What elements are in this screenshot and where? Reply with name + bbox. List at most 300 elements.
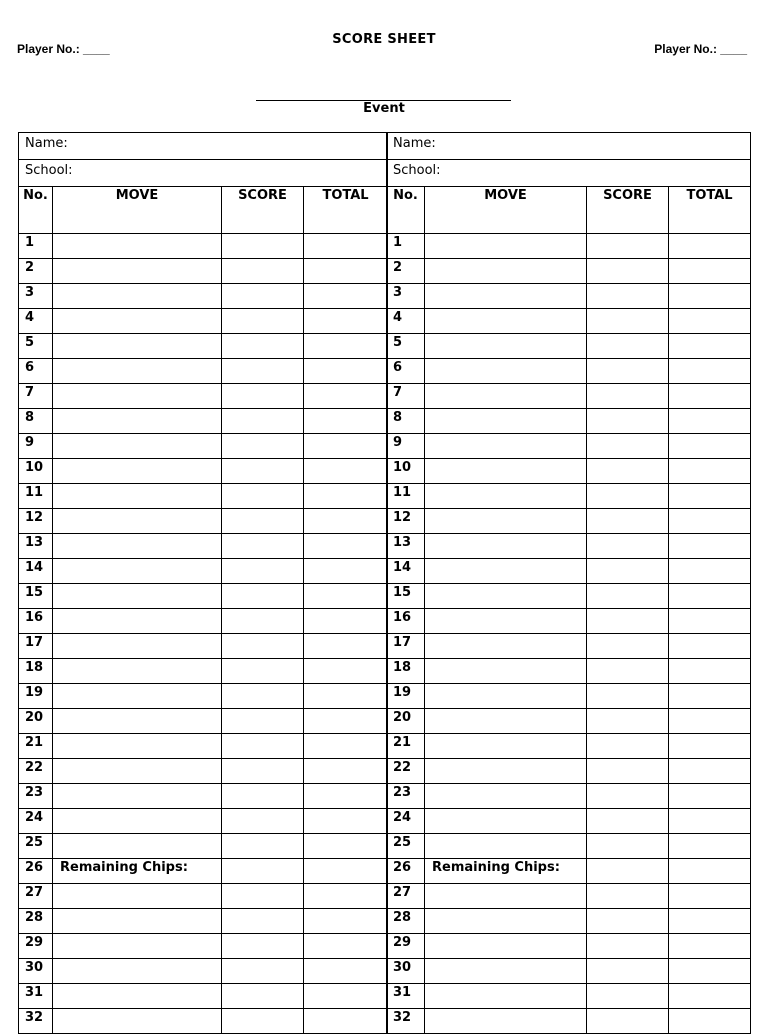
total-cell[interactable] [669,484,751,509]
table-row [19,959,388,984]
total-cell[interactable] [304,784,388,809]
row-number: 5 [387,334,425,359]
move-cell[interactable] [425,284,587,309]
move-cell[interactable] [425,309,587,334]
total-cell[interactable] [304,984,388,1009]
score-cell[interactable] [587,834,669,859]
move-cell[interactable] [425,534,587,559]
table-row [387,609,751,634]
total-cell[interactable] [669,384,751,409]
row-number: 16 [387,609,425,634]
row-number: 18 [387,659,425,684]
total-cell[interactable] [669,984,751,1009]
total-cell[interactable] [669,684,751,709]
score-cell[interactable] [587,459,669,484]
move-cell[interactable] [53,359,222,384]
total-cell[interactable] [304,634,388,659]
total-cell[interactable] [669,784,751,809]
total-cell[interactable] [304,359,388,384]
move-cell[interactable] [425,259,587,284]
row-number: 20 [19,709,53,734]
row-number: 30 [387,959,425,984]
row-number: 29 [387,934,425,959]
move-cell[interactable] [425,709,587,734]
total-cell[interactable] [669,434,751,459]
total-cell[interactable] [304,234,388,259]
table-row [19,259,388,284]
total-cell[interactable] [669,1009,751,1034]
score-cell[interactable] [222,584,304,609]
move-cell[interactable] [425,909,587,934]
score-cell[interactable] [587,559,669,584]
total-cell[interactable] [304,959,388,984]
move-cell[interactable] [425,809,587,834]
row-number: 29 [19,934,53,959]
total-cell[interactable] [304,459,388,484]
table-row [19,659,388,684]
score-cell[interactable] [587,759,669,784]
name-field-right[interactable]: Name: [387,133,751,160]
score-cell[interactable] [222,434,304,459]
score-table-left [18,132,388,1034]
column-header-move: MOVE [425,187,587,234]
total-cell[interactable] [304,534,388,559]
total-cell[interactable] [304,759,388,784]
total-cell[interactable] [304,734,388,759]
event-label: Event [363,101,405,116]
score-cell[interactable] [222,984,304,1009]
table-row [19,634,388,659]
move-cell[interactable] [425,959,587,984]
total-cell[interactable] [304,834,388,859]
column-header-no: No. [387,187,425,234]
table-row [19,984,388,1009]
table-row [387,459,751,484]
move-cell[interactable] [53,334,222,359]
table-row [387,534,751,559]
total-cell[interactable] [669,934,751,959]
move-cell[interactable] [53,309,222,334]
move-cell[interactable] [425,984,587,1009]
total-cell[interactable] [669,509,751,534]
row-number: 25 [19,834,53,859]
total-cell[interactable] [669,559,751,584]
total-cell[interactable] [304,334,388,359]
score-cell[interactable] [222,909,304,934]
table-row [19,384,388,409]
row-number: 4 [387,309,425,334]
move-cell[interactable] [425,1009,587,1034]
table-row [387,509,751,534]
column-header-total: TOTAL [669,187,751,234]
move-cell[interactable] [53,684,222,709]
move-cell[interactable] [425,934,587,959]
total-cell[interactable] [669,359,751,384]
table-row [19,434,388,459]
table-row [19,859,388,884]
table-row [19,559,388,584]
move-cell[interactable] [425,609,587,634]
total-cell[interactable] [669,459,751,484]
total-cell[interactable] [304,409,388,434]
move-cell[interactable] [53,909,222,934]
score-cell[interactable] [222,884,304,909]
name-field-left[interactable]: Name: [19,133,388,160]
column-header-no: No. [19,187,53,234]
total-cell[interactable] [669,634,751,659]
move-cell[interactable] [425,484,587,509]
move-cell[interactable] [425,334,587,359]
score-cell[interactable] [222,459,304,484]
move-cell[interactable] [425,784,587,809]
table-row [19,884,388,909]
score-cell[interactable] [222,309,304,334]
move-cell[interactable] [53,384,222,409]
total-cell[interactable] [304,384,388,409]
move-cell[interactable] [425,459,587,484]
table-row [387,359,751,384]
score-cell[interactable] [222,234,304,259]
table-row [19,309,388,334]
score-cell[interactable] [587,609,669,634]
column-header-score: SCORE [222,187,304,234]
total-cell[interactable] [669,409,751,434]
score-cell[interactable] [587,859,669,884]
total-cell[interactable] [669,959,751,984]
total-cell[interactable] [669,234,751,259]
total-cell[interactable] [669,334,751,359]
player-number-right: Player No.: ____ [654,42,747,56]
table-row [19,934,388,959]
total-cell[interactable] [304,259,388,284]
score-cell[interactable] [587,959,669,984]
row-number: 27 [387,884,425,909]
score-cell[interactable] [587,934,669,959]
table-row [387,934,751,959]
move-cell[interactable] [425,559,587,584]
score-cell[interactable] [222,734,304,759]
table-row [387,759,751,784]
row-number: 23 [19,784,53,809]
move-cell[interactable] [53,409,222,434]
row-number: 27 [19,884,53,909]
move-cell[interactable] [425,884,587,909]
score-cell[interactable] [222,609,304,634]
table-row [19,284,388,309]
table-row [387,834,751,859]
table-row [387,959,751,984]
move-cell[interactable] [53,1009,222,1034]
row-number: 6 [387,359,425,384]
total-cell[interactable] [304,434,388,459]
column-header-move: MOVE [53,187,222,234]
move-cell[interactable] [53,509,222,534]
row-number: 22 [387,759,425,784]
table-row [387,659,751,684]
row-number: 1 [19,234,53,259]
score-cell[interactable] [222,959,304,984]
table-row [387,259,751,284]
score-cell[interactable] [587,984,669,1009]
move-cell[interactable] [425,684,587,709]
row-number: 10 [387,459,425,484]
table-row [387,634,751,659]
row-number: 7 [19,384,53,409]
move-cell[interactable] [53,884,222,909]
total-cell[interactable] [304,609,388,634]
row-number: 7 [387,384,425,409]
row-number: 17 [19,634,53,659]
score-cell[interactable] [222,409,304,434]
table-row [387,434,751,459]
move-cell[interactable] [425,759,587,784]
total-cell[interactable] [669,759,751,784]
move-cell[interactable] [53,659,222,684]
move-cell[interactable] [53,834,222,859]
total-cell[interactable] [669,609,751,634]
school-field-right[interactable]: School: [387,160,751,187]
score-cell[interactable] [587,809,669,834]
move-cell[interactable] [425,659,587,684]
move-cell[interactable] [53,784,222,809]
table-row [19,1009,388,1034]
table-row [387,984,751,1009]
row-number: 15 [19,584,53,609]
score-cell[interactable] [222,1009,304,1034]
row-number: 15 [387,584,425,609]
score-cell[interactable] [222,259,304,284]
table-row [387,334,751,359]
table-row [19,484,388,509]
total-cell[interactable] [304,584,388,609]
row-number: 9 [19,434,53,459]
score-cell[interactable] [587,359,669,384]
score-cell[interactable] [222,559,304,584]
move-cell[interactable] [53,484,222,509]
school-field-left[interactable]: School: [19,160,388,187]
move-cell[interactable] [425,434,587,459]
score-cell[interactable] [587,584,669,609]
total-cell[interactable] [669,284,751,309]
table-row [19,909,388,934]
total-cell[interactable] [304,909,388,934]
total-cell[interactable] [669,709,751,734]
table-row [387,709,751,734]
score-cell[interactable] [222,484,304,509]
score-cell[interactable] [222,934,304,959]
move-cell[interactable] [53,259,222,284]
table-row [19,834,388,859]
move-cell[interactable] [53,234,222,259]
score-cell[interactable] [587,884,669,909]
total-cell[interactable] [304,284,388,309]
score-cell[interactable] [222,859,304,884]
total-cell[interactable] [669,584,751,609]
move-cell[interactable] [425,384,587,409]
row-number: 3 [19,284,53,309]
row-number: 11 [387,484,425,509]
move-cell[interactable] [53,459,222,484]
score-cell[interactable] [587,434,669,459]
score-cell[interactable] [587,334,669,359]
score-cell[interactable] [587,484,669,509]
score-cell[interactable] [587,734,669,759]
move-cell[interactable] [425,359,587,384]
total-cell[interactable] [304,659,388,684]
total-cell[interactable] [304,684,388,709]
total-cell[interactable] [669,884,751,909]
score-table-right [386,132,751,1034]
move-cell[interactable] [53,534,222,559]
row-number: 5 [19,334,53,359]
score-cell[interactable] [222,334,304,359]
total-cell[interactable] [304,559,388,584]
table-row [19,459,388,484]
total-cell[interactable] [669,859,751,884]
score-cell[interactable] [587,309,669,334]
total-cell[interactable] [304,859,388,884]
total-cell[interactable] [304,884,388,909]
move-cell[interactable] [425,409,587,434]
player-number-left: Player No.: ____ [17,42,110,56]
row-number: 31 [387,984,425,1009]
score-cell[interactable] [587,259,669,284]
total-cell[interactable] [669,909,751,934]
score-cell[interactable] [587,284,669,309]
total-cell[interactable] [669,309,751,334]
total-cell[interactable] [304,809,388,834]
score-cell[interactable] [222,634,304,659]
score-cell[interactable] [587,1009,669,1034]
table-row [387,684,751,709]
row-number: 14 [19,559,53,584]
table-row [387,559,751,584]
total-cell[interactable] [304,509,388,534]
total-cell[interactable] [669,259,751,284]
table-row [19,784,388,809]
move-cell[interactable] [53,984,222,1009]
total-cell[interactable] [304,309,388,334]
row-number: 8 [19,409,53,434]
score-cell[interactable] [222,534,304,559]
move-cell[interactable] [425,234,587,259]
move-cell[interactable] [53,759,222,784]
score-cell[interactable] [222,509,304,534]
move-cell[interactable] [53,634,222,659]
move-cell[interactable] [53,809,222,834]
score-cell[interactable] [587,534,669,559]
score-cell[interactable] [587,684,669,709]
row-number: 30 [19,959,53,984]
score-cell[interactable] [587,234,669,259]
row-number: 2 [387,259,425,284]
move-cell[interactable] [53,434,222,459]
total-cell[interactable] [669,534,751,559]
row-number: 4 [19,309,53,334]
move-cell[interactable] [425,509,587,534]
move-cell[interactable] [425,734,587,759]
score-cell[interactable] [587,384,669,409]
column-header-score: SCORE [587,187,669,234]
move-cell[interactable] [53,959,222,984]
table-row [387,784,751,809]
table-row [19,584,388,609]
row-number: 8 [387,409,425,434]
row-number: 9 [387,434,425,459]
total-cell[interactable] [669,659,751,684]
score-cell[interactable] [587,634,669,659]
row-number: 12 [387,509,425,534]
total-cell[interactable] [669,834,751,859]
row-number: 10 [19,459,53,484]
move-cell[interactable] [53,584,222,609]
table-row [19,734,388,759]
score-cell[interactable] [222,359,304,384]
move-cell[interactable] [53,559,222,584]
table-row [19,359,388,384]
row-number: 12 [19,509,53,534]
row-number: 19 [19,684,53,709]
score-cell[interactable] [222,759,304,784]
table-row [19,609,388,634]
table-row [19,234,388,259]
move-cell[interactable] [425,634,587,659]
row-number: 17 [387,634,425,659]
row-number: 13 [19,534,53,559]
score-cell[interactable] [587,659,669,684]
score-cell[interactable] [587,909,669,934]
total-cell[interactable] [304,484,388,509]
table-row [19,334,388,359]
score-cell[interactable] [222,784,304,809]
total-cell[interactable] [304,1009,388,1034]
row-number: 13 [387,534,425,559]
move-cell[interactable] [425,834,587,859]
move-cell[interactable] [53,709,222,734]
total-cell[interactable] [669,809,751,834]
table-row [387,384,751,409]
move-cell[interactable] [425,584,587,609]
score-cell[interactable] [222,384,304,409]
total-cell[interactable] [304,934,388,959]
score-cell[interactable] [222,684,304,709]
table-row [387,409,751,434]
score-cell[interactable] [587,409,669,434]
row-number: 14 [387,559,425,584]
score-cell[interactable] [587,509,669,534]
row-number: 11 [19,484,53,509]
total-cell[interactable] [669,734,751,759]
move-cell[interactable] [53,934,222,959]
row-number: 6 [19,359,53,384]
score-cell[interactable] [222,284,304,309]
move-cell[interactable] [53,734,222,759]
score-cell[interactable] [587,784,669,809]
score-cell[interactable] [587,709,669,734]
move-cell[interactable] [53,284,222,309]
score-cell[interactable] [222,709,304,734]
row-number: 32 [19,1009,53,1034]
table-row [387,284,751,309]
score-cell[interactable] [222,659,304,684]
table-row [19,409,388,434]
move-cell[interactable] [53,609,222,634]
row-number: 28 [19,909,53,934]
score-cell[interactable] [222,834,304,859]
total-cell[interactable] [304,709,388,734]
row-number: 24 [387,809,425,834]
score-cell[interactable] [222,809,304,834]
